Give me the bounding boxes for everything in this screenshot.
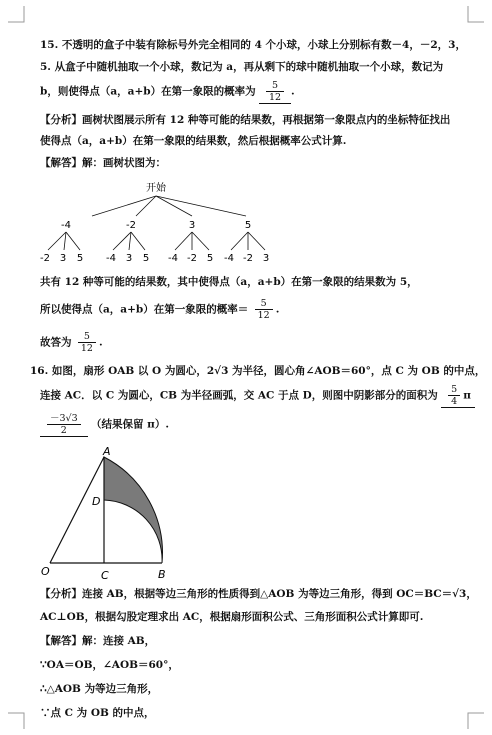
- q15-analysis-line1: 【分析】画树状图展示所有 12 种等可能的结果数，再根据第一象限点内的坐标特征找出: [40, 114, 451, 126]
- q16-solution-intro: 【解答】解：连接 AB，: [40, 635, 156, 647]
- tree-leaf: 5: [206, 253, 214, 264]
- q15-solution-line1: 共有 12 种等可能的结果数，其中使得点（a，a+b）在第一象限的结果数为 5，: [40, 276, 418, 288]
- q15-answer-fraction: $\frac{5}{12}$: [266, 80, 284, 103]
- tree-leaf: -4: [168, 253, 178, 264]
- label-b: B: [158, 568, 166, 581]
- segment-oa: [50, 457, 104, 563]
- tree-branch-2: -2: [126, 220, 136, 231]
- q16-answer-blank-1: $\frac{5}{4}$ π: [441, 384, 475, 408]
- tree-leaf: -4: [224, 253, 234, 264]
- q15-line2: 5. 从盒子中随机抽取一个小球，数记为 a，再从剩下的球中随机抽取一个小球，数记为: [40, 61, 444, 73]
- q16-solution-line1: ∵OA＝OB，∠AOB＝60°，: [40, 659, 179, 671]
- q16-line3: $\frac{-3√3}{2}$ （结果保留 π）.: [40, 413, 169, 437]
- q15-probability-fraction: $\frac{5}{12}$: [255, 298, 273, 321]
- tree-leaf: 3: [125, 253, 133, 264]
- q16-solution-line3: ∵点 C 为 OB 的中点，: [40, 707, 155, 719]
- tree-branch-1: -4: [61, 220, 71, 231]
- q15-analysis-line2: 使得点（a，a+b）在第一象限的结果数，然后根据概率公式计算.: [40, 135, 347, 147]
- tree-branch-4: 5: [244, 220, 252, 231]
- q16-line1: 16. 如图，扇形 OAB 以 O 为圆心，2√3 为半径，圆心角∠AOB＝60°，点 C 为 OB 的中点，: [30, 365, 486, 377]
- tree-branch-3: 3: [188, 220, 196, 231]
- tree-leaf: 5: [76, 253, 84, 264]
- q15-solution-line3: 故答为 $\frac{5}{12}$ .: [40, 331, 103, 354]
- tree-leaf: -2: [243, 253, 253, 264]
- tree-leaf: -2: [187, 253, 197, 264]
- shaded-region: [104, 457, 162, 563]
- q15-line1: 15. 不透明的盒子中装有除标号外完全相同的 4 个小球，小球上分别标有数－4，－2，3，: [40, 39, 466, 51]
- label-o: O: [41, 565, 50, 578]
- tree-root: 开始: [146, 183, 166, 194]
- tree-leaf: 3: [262, 253, 270, 264]
- tree-leaf: -2: [40, 253, 50, 264]
- q15-line3: b，则使得点（a，a+b）在第一象限的概率为 $\frac{5}{12}$ .: [40, 80, 295, 103]
- label-c: C: [101, 569, 109, 582]
- q16-answer-fraction: $\frac{5}{4}$: [448, 384, 460, 407]
- label-a: A: [103, 445, 111, 458]
- q16-solution-line2: ∴△AOB 为等边三角形，: [40, 683, 159, 695]
- q16-analysis-line2: AC⊥OB，根据勾股定理求出 AC，根据扇形面积公式、三角形面积公式计算即可.: [40, 611, 424, 623]
- q16-answer-fraction-2: $\frac{-3√3}{2}$: [47, 413, 81, 436]
- q15-solution-intro: 【解答】解：画树状图为：: [40, 157, 166, 169]
- label-d: D: [92, 495, 101, 508]
- q16-line2: 连接 AC．以 C 为圆心，CB 为半径画弧，交 AC 于点 D，则图中阴影部分的面积为 $\frac{5}{4}$ π: [40, 384, 475, 408]
- q16-analysis-line1: 【分析】连接 AB，根据等边三角形的性质得到△AOB 为等边三角形，得到 OC＝BC＝√3，: [40, 588, 477, 600]
- tree-leaf: 3: [59, 253, 67, 264]
- tree-leaf: -4: [106, 253, 116, 264]
- q15-final-fraction: $\frac{5}{12}$: [78, 331, 96, 354]
- tree-leaf: 5: [142, 253, 150, 264]
- q15-solution-line2: 所以使得点（a，a+b）在第一象限的概率＝ $\frac{5}{12}$ .: [40, 298, 280, 321]
